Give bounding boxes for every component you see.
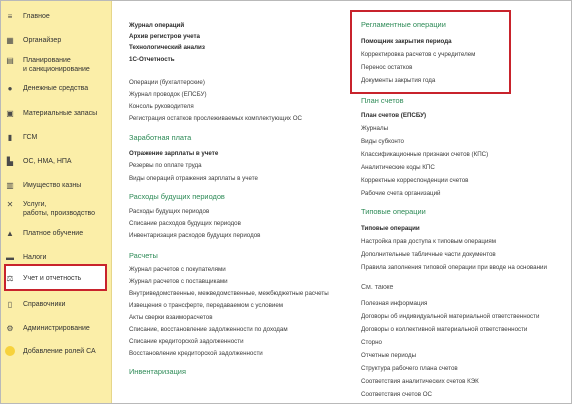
sidebar-item-label: ГСМ bbox=[23, 134, 38, 141]
section-title-salary: Заработная плата bbox=[129, 133, 192, 142]
sidebar-item-add-roles[interactable] bbox=[5, 347, 109, 356]
sidebar-item-materials[interactable] bbox=[5, 109, 109, 118]
link-subconto-types[interactable]: Виды субконто bbox=[361, 138, 405, 145]
link-future-expenses-inventory[interactable]: Инвентаризация расходов будущих периодов bbox=[129, 232, 261, 239]
sidebar-item-services[interactable] bbox=[5, 200, 109, 218]
link-typical-access[interactable]: Настройка прав доступа к типовым операциям bbox=[361, 238, 497, 245]
sidebar-item-planning[interactable] bbox=[5, 56, 109, 74]
link-collective-liability[interactable]: Договоры о коллективной материальной ответственности bbox=[361, 326, 528, 333]
link-journal-postings[interactable]: Журнал проводок (ЕПСБУ) bbox=[129, 91, 207, 98]
link-storno[interactable]: Сторно bbox=[361, 339, 382, 346]
link-correspondences[interactable]: Корректные корреспонденции счетов bbox=[361, 177, 469, 184]
link-work-plan-structure[interactable]: Структура рабочего плана счетов bbox=[361, 365, 458, 372]
tax-icon: ▬ bbox=[6, 252, 14, 262]
sidebar-item-label: Добавление ролей СА bbox=[23, 348, 96, 355]
sidebar-item-paid-education[interactable] bbox=[5, 229, 109, 238]
link-operations[interactable]: Операции (бухгалтерские) bbox=[129, 79, 205, 86]
section-title-chart-of-accounts: План счетов bbox=[361, 96, 404, 105]
link-settle-suppliers[interactable]: Журнал расчетов с поставщиками bbox=[129, 278, 228, 285]
sidebar-item-label: Материальные запасы bbox=[23, 110, 98, 117]
sidebar-item-label: Администрирование bbox=[23, 325, 90, 332]
fuel-icon: ▮ bbox=[7, 132, 13, 142]
link-os-accounts[interactable]: Соответствия счетов ОС bbox=[361, 391, 432, 398]
sidebar bbox=[1, 1, 112, 404]
link-tech-analysis[interactable]: Технологический анализ bbox=[129, 44, 205, 51]
sidebar-item-cash[interactable] bbox=[5, 84, 109, 93]
section-title-typical-operations: Типовые операции bbox=[361, 207, 426, 216]
sidebar-item-label: Имущество казны bbox=[23, 182, 82, 189]
column-left bbox=[129, 22, 349, 376]
gear-icon: ⚙ bbox=[6, 323, 14, 333]
coins-icon: ● bbox=[7, 83, 13, 93]
sidebar-item-taxes[interactable] bbox=[5, 253, 109, 262]
calendar-icon: ▦ bbox=[6, 35, 14, 45]
sidebar-item-label: Планирование и санкционирование bbox=[23, 57, 90, 73]
link-fill-rules[interactable]: Правила заполнения типовой операции при вводе на основании bbox=[361, 264, 547, 271]
section-title-inventory: Инвентаризация bbox=[129, 367, 186, 376]
building-icon: ▙ bbox=[6, 156, 14, 166]
circle-icon bbox=[5, 346, 15, 356]
link-year-closing-docs[interactable]: Документы закрытия года bbox=[361, 77, 436, 84]
safe-icon: ▥ bbox=[6, 180, 14, 190]
sidebar-item-organizer[interactable] bbox=[5, 36, 109, 45]
link-future-expenses[interactable]: Расходы будущих периодов bbox=[129, 208, 210, 215]
link-salary-reserves[interactable]: Резервы по оплате труда bbox=[129, 162, 202, 169]
link-journal-operations[interactable]: Журнал операций bbox=[129, 22, 185, 29]
link-manager-console[interactable]: Консоль руководителя bbox=[129, 103, 194, 110]
link-founder-correction[interactable]: Корректировка расчетов с учредителем bbox=[361, 51, 476, 58]
link-income-debt-writeoff[interactable]: Списание, восстановление задолженности по доходам bbox=[129, 326, 288, 333]
sidebar-item-label: Налоги bbox=[23, 254, 47, 261]
link-salary-reflection[interactable]: Отражение зарплаты в учете bbox=[129, 150, 219, 157]
money-icon: ▤ bbox=[6, 55, 14, 65]
link-journals[interactable]: Журналы bbox=[361, 125, 389, 132]
link-work-accounts[interactable]: Рабочие счета организаций bbox=[361, 190, 441, 197]
sidebar-item-label: ОС, НМА, НПА bbox=[23, 158, 72, 165]
sidebar-item-label: Главное bbox=[23, 13, 50, 20]
link-chart-of-accounts[interactable]: План счетов (ЕПСБУ) bbox=[361, 112, 427, 119]
sidebar-item-fixed-assets[interactable] bbox=[5, 157, 109, 166]
link-individual-liability[interactable]: Договоры об индивидуальной материальной ответственности bbox=[361, 313, 540, 320]
column-right bbox=[361, 21, 567, 404]
sidebar-item-label: Справочники bbox=[23, 301, 66, 308]
link-typical-operations[interactable]: Типовые операции bbox=[361, 225, 420, 232]
link-transfer-notices[interactable]: Извещения о трансферте, передаваемом с условием bbox=[129, 302, 284, 309]
link-period-closing-assistant[interactable]: Помощник закрытия периода bbox=[361, 38, 452, 45]
sidebar-item-treasury[interactable] bbox=[5, 181, 109, 190]
sidebar-item-label: Услуги, работы, производство bbox=[23, 201, 96, 217]
link-reconciliation-acts[interactable]: Акты сверки взаиморасчетов bbox=[129, 314, 213, 321]
link-1c-reporting[interactable]: 1С-Отчетность bbox=[129, 56, 175, 63]
graduation-icon: ▲ bbox=[6, 228, 14, 238]
link-kps-codes[interactable]: Аналитические коды КПС bbox=[361, 164, 435, 171]
sidebar-item-admin[interactable] bbox=[5, 324, 109, 333]
section-title-settlements: Расчеты bbox=[129, 251, 158, 260]
link-future-expenses-writeoff[interactable]: Списание расходов будущих периодов bbox=[129, 220, 241, 227]
sidebar-item-label: Органайзер bbox=[23, 37, 62, 44]
section-title-future-expenses: Расходы будущих периодов bbox=[129, 192, 225, 201]
sidebar-item-label: Денежные средства bbox=[23, 85, 89, 92]
link-creditor-writeoff[interactable]: Списание кредиторской задолженности bbox=[129, 338, 244, 345]
section-title-regulatory: Регламентные операции bbox=[361, 20, 446, 29]
sidebar-item-fuel[interactable] bbox=[5, 133, 109, 142]
sidebar-item-label: Учет и отчетность bbox=[23, 275, 82, 282]
link-reporting-periods[interactable]: Отчетные периоды bbox=[361, 352, 417, 359]
link-settle-customers[interactable]: Журнал расчетов с покупателями bbox=[129, 266, 226, 273]
link-register-remains[interactable]: Регистрация остатков прослеживаемых комплектующих ОС bbox=[129, 115, 302, 122]
tools-icon: ✕ bbox=[6, 199, 14, 209]
report-icon: ⚖ bbox=[6, 273, 14, 283]
link-settle-interdepartmental[interactable]: Внутриведомственные, межведомственные, межбюджетные расчеты bbox=[129, 290, 329, 297]
boxes-icon: ▣ bbox=[6, 108, 14, 118]
link-registers-archive[interactable]: Архив регистров учета bbox=[129, 33, 200, 40]
link-additional-tables[interactable]: Дополнительные табличные части документов bbox=[361, 251, 496, 258]
section-title-see-also: См. также bbox=[361, 284, 394, 291]
menu-icon: ≡ bbox=[7, 11, 13, 21]
link-useful-info[interactable]: Полезная информация bbox=[361, 300, 428, 307]
link-salary-operation-types[interactable]: Виды операций отражения зарплаты в учете bbox=[129, 175, 258, 182]
link-kps-signs[interactable]: Классификационные признаки счетов (КПС) bbox=[361, 151, 489, 158]
sidebar-item-accounting[interactable] bbox=[5, 274, 109, 283]
link-kek-correspondence[interactable]: Соответствия аналитических счетов КЭК bbox=[361, 378, 479, 385]
sidebar-item-label: Платное обучение bbox=[23, 230, 84, 237]
sidebar-item-main[interactable] bbox=[5, 12, 109, 21]
book-icon: ▯ bbox=[7, 299, 13, 309]
sidebar-item-references[interactable] bbox=[5, 300, 109, 309]
link-balance-transfer[interactable]: Перенос остатков bbox=[361, 64, 413, 71]
link-creditor-restore[interactable]: Восстановление кредиторской задолженности bbox=[129, 350, 263, 357]
